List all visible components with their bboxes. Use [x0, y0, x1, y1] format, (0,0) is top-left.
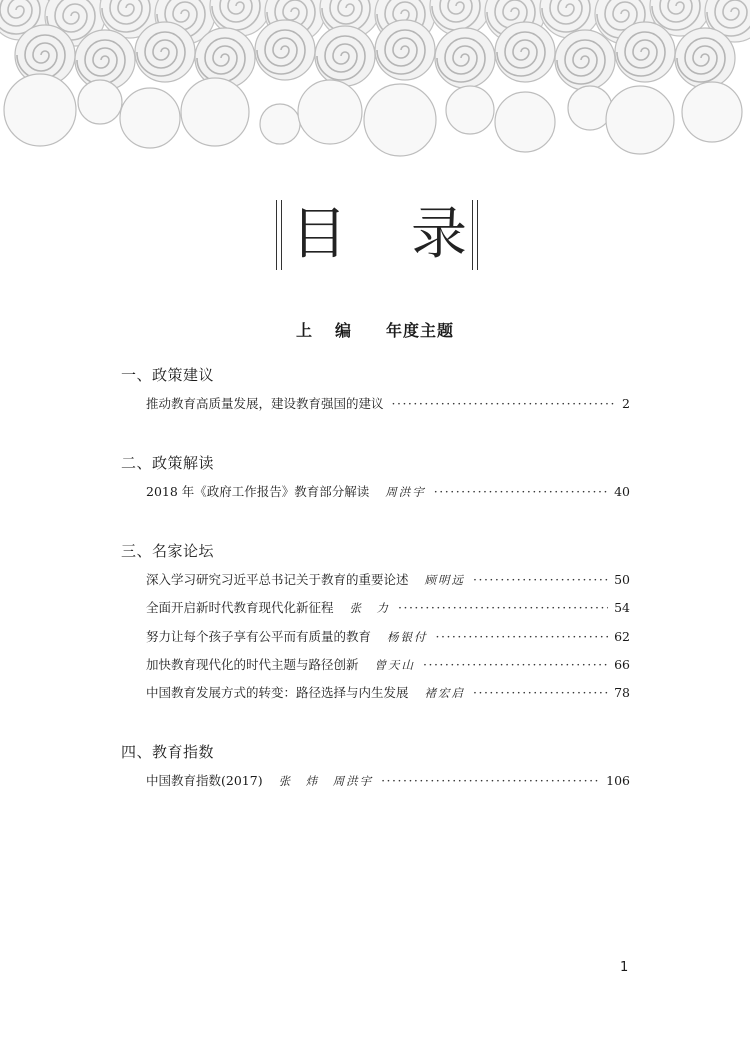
entry-page: 62 [614, 629, 630, 644]
leader-dots [473, 572, 608, 587]
toc-entry[interactable] [146, 683, 630, 703]
category-heading: 二、政策解读 [121, 454, 215, 472]
entry-page: 40 [614, 484, 630, 499]
entry-author: 顾明远 [424, 573, 466, 587]
entry-page: 2 [622, 396, 630, 411]
entry-author: 褚宏启 [424, 686, 466, 700]
leader-dots [434, 484, 608, 499]
entry-author: 周洪宇 [385, 485, 426, 499]
entry-title: 全面开启新时代教育现代化新征程 [146, 600, 334, 615]
part-theme: 年度主题 [386, 321, 455, 340]
entry-page: 54 [614, 600, 630, 615]
entry-author: 曾天山 [374, 658, 416, 672]
part-heading [0, 318, 750, 341]
category-heading: 四、教育指数 [121, 743, 215, 761]
leader-dots [381, 773, 600, 788]
swirl-cloud-header-decoration [0, 0, 750, 160]
entry-page: 78 [614, 685, 630, 700]
part-label: 上 [295, 321, 313, 340]
leader-dots [392, 396, 614, 411]
page-number: 1 [620, 960, 629, 975]
entry-title: 中国教育指数(2017) [146, 773, 263, 788]
leader-dots [423, 657, 608, 672]
entry-page: 106 [606, 773, 630, 788]
category-heading: 一、政策建议 [121, 366, 215, 384]
entry-title: 努力让每个孩子享有公平而有质量的教育 [146, 629, 372, 644]
toc-entry[interactable] [146, 394, 630, 414]
toc-entry[interactable] [146, 482, 630, 502]
toc-entry[interactable] [146, 771, 630, 791]
leader-dots [436, 629, 609, 644]
entry-title: 中国教育发展方式的转变：路径选择与内生发展 [146, 685, 409, 700]
category-heading: 三、名家论坛 [121, 542, 215, 560]
toc-title-char-2: 录 [411, 202, 467, 267]
entry-title: 加快教育现代化的时代主题与路径创新 [146, 657, 359, 672]
entry-author: 张 炜 周洪宇 [278, 774, 374, 788]
entry-title: 推动教育高质量发展，建设教育强国的建议 [146, 396, 384, 411]
toc-title-box [276, 200, 478, 270]
leader-dots [473, 685, 608, 700]
entry-page: 50 [614, 572, 630, 587]
toc-entry[interactable] [146, 655, 630, 675]
entry-author: 杨银付 [387, 630, 428, 644]
entry-title: 深入学习研究习近平总书记关于教育的重要论述 [146, 572, 409, 587]
entry-page: 66 [614, 657, 630, 672]
entry-title: 2018 年《政府工作报告》教育部分解读 [146, 484, 370, 499]
part-label-2: 编 [334, 321, 352, 340]
toc-entry[interactable] [146, 627, 630, 647]
entry-author: 张 力 [349, 601, 391, 615]
toc-entry[interactable] [146, 598, 630, 618]
leader-dots [398, 600, 608, 615]
toc-entry[interactable] [146, 570, 630, 590]
toc-title-char-1: 目 [291, 202, 347, 267]
